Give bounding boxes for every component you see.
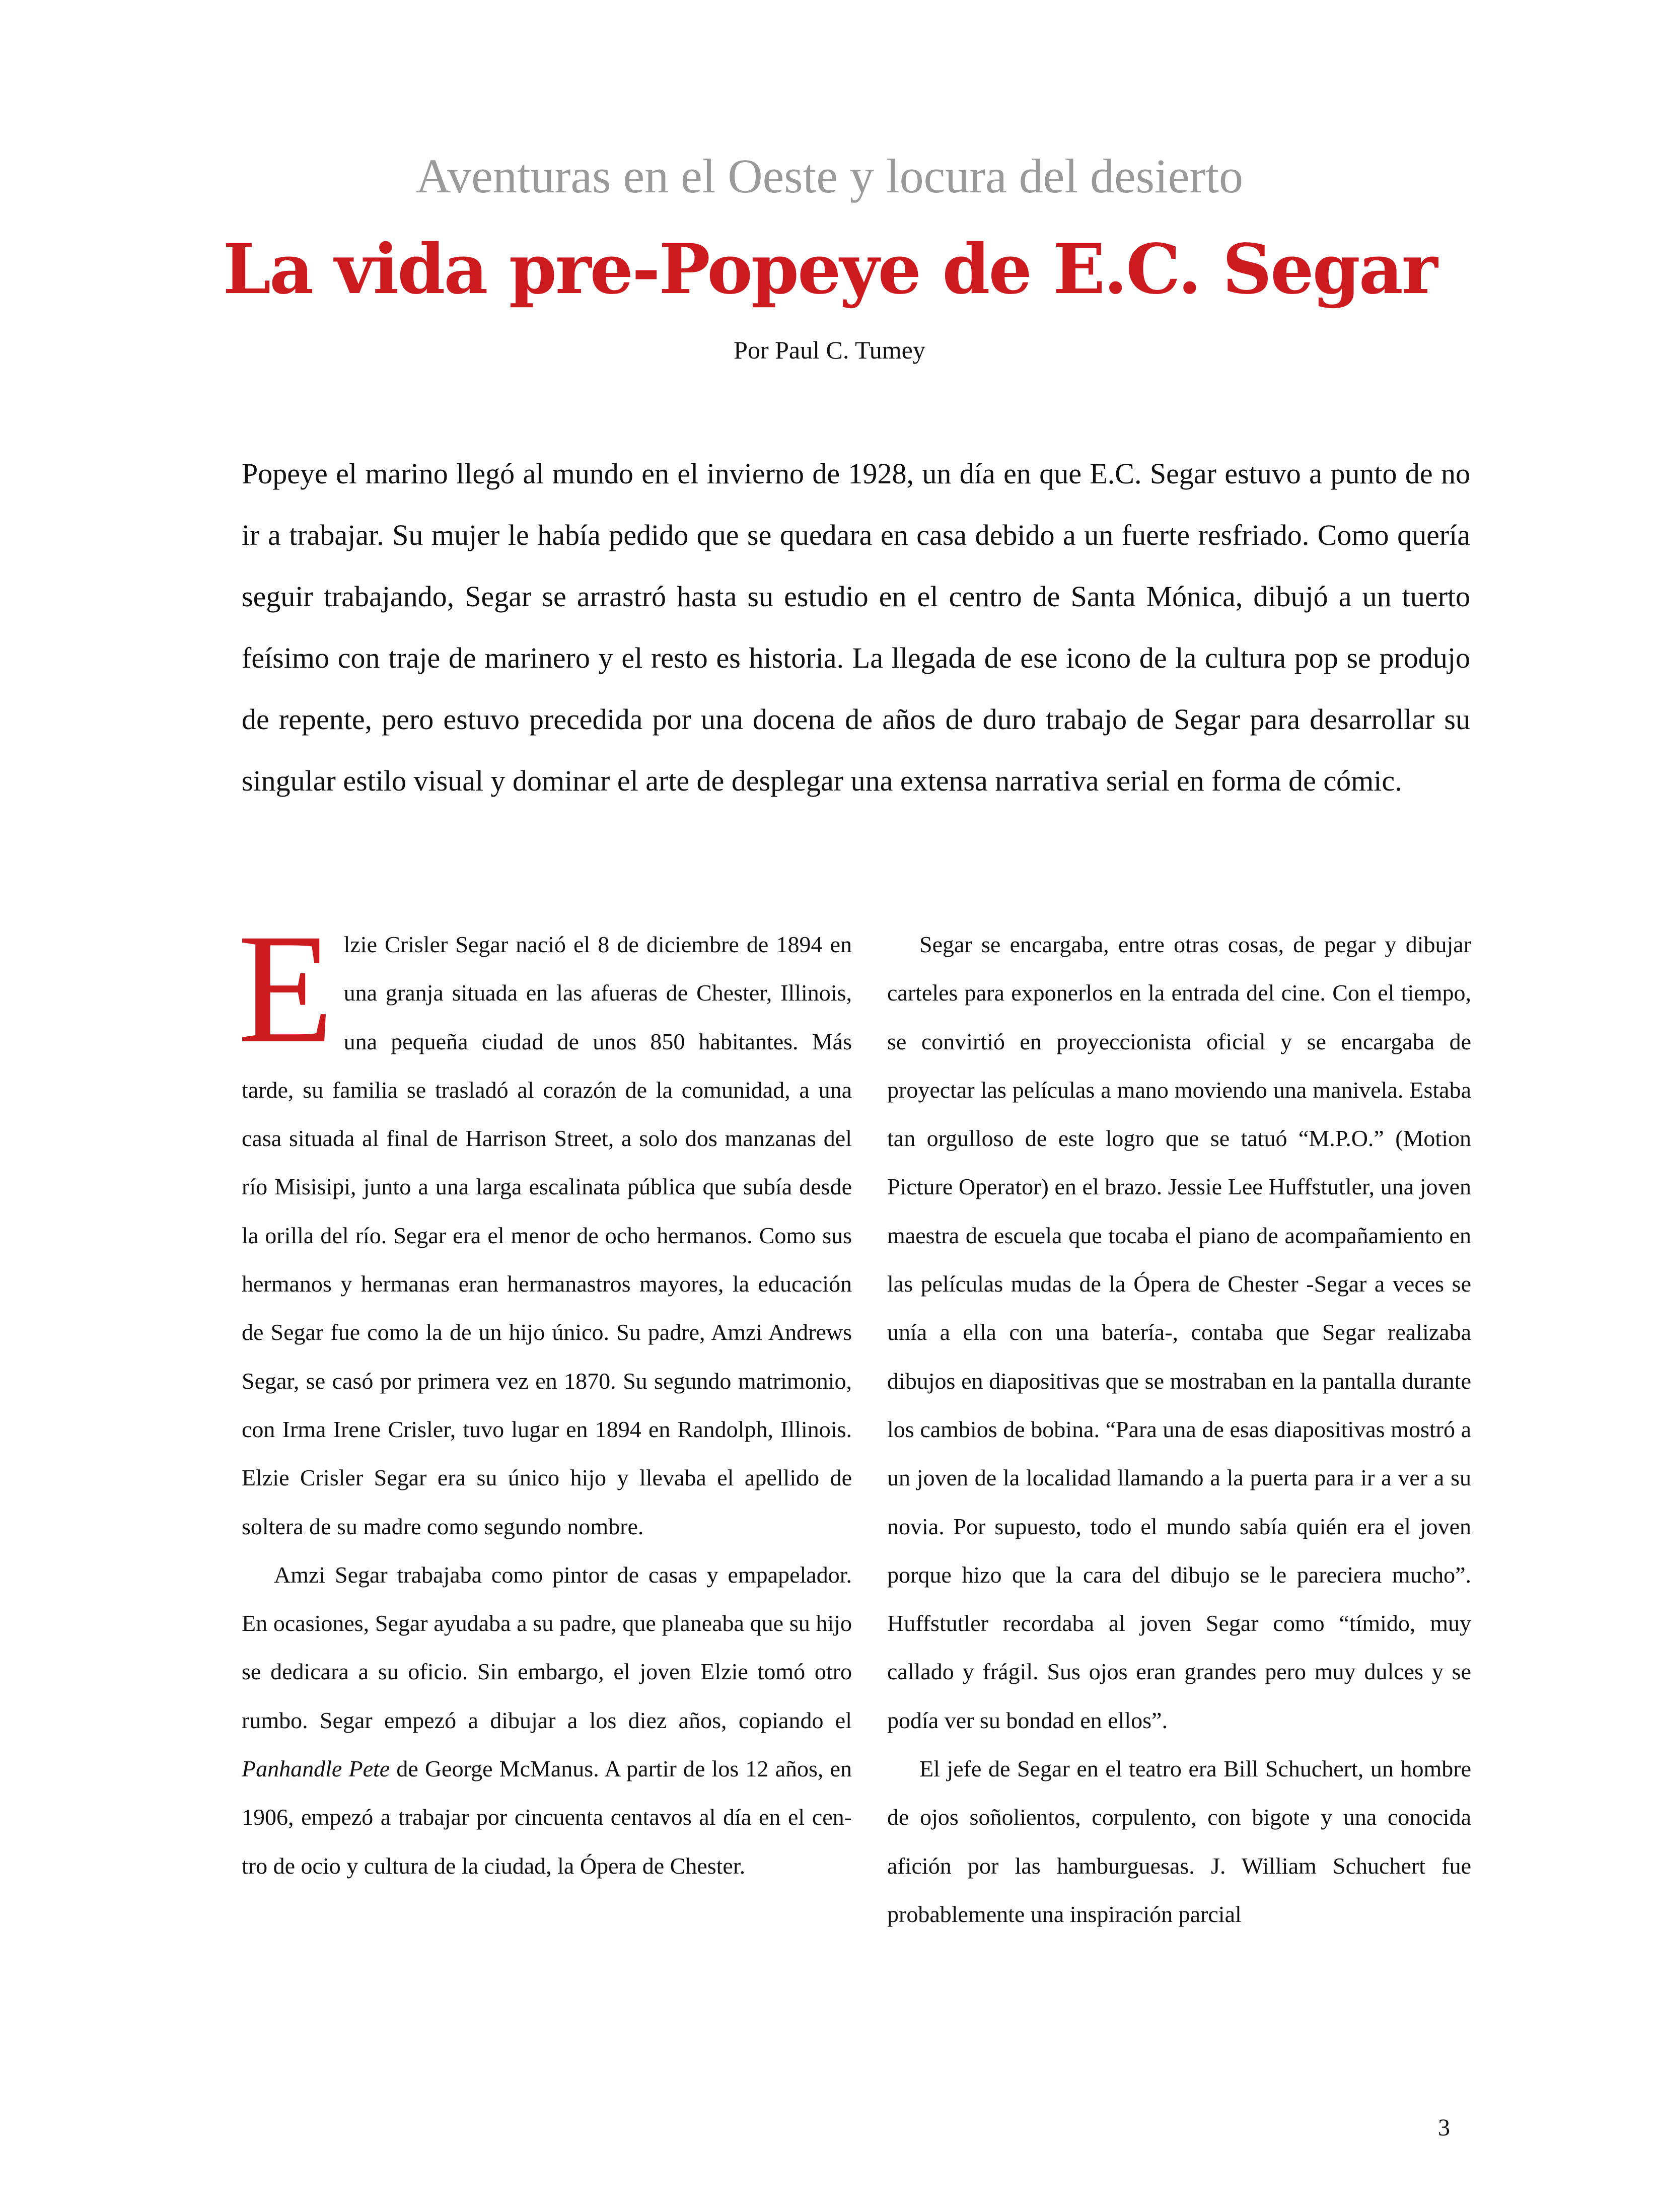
- body-column-left: [238, 902, 852, 1890]
- article-title: La vida pre-Popeye de E.C. Segar: [223, 229, 1436, 310]
- paragraph-text: Amzi Segar trabajaba como pintor de casas y empapelador. En ocasiones, Segar ayudaba a su padre, que planeaba que su hijo se dedicara a su oficio. Sin embargo, el joven Elzie tomó otro rumbo. Segar empezó a dibujar a los diez años, copiando el: [242, 1561, 852, 1733]
- body-paragraph: [242, 1551, 852, 1890]
- paragraph-text: lzie Crisler Segar nació el 8 de diciembre de 1894 en una granja situada en las afueras de Chester, Illinois, una pequeña ciudad de unos 850 habitantes. Más tarde, su familia se trasladó al corazón de la comunidad, a una casa situada al final de Harrison Street, a solo dos manzanas del río Misisipi, junto a una larga escalinata pública que subía desde la orilla del río. Segar era el menor de ocho hermanos. Como sus hermanos y hermanas eran hermanastros mayores, la educación de Segar fue como la de un hijo único. Su padre, Amzi Andrews Segar, se casó por primera vez en 1870. Su segundo matrimonio, con Irma Irene Crisler, tuvo lugar en 1894 en Randolph, Illinois. Elzie Crisler Segar era su único hijo y llevaba el apellido de soltera de su madre como segundo nombre.: [242, 932, 852, 1539]
- body-column-right: [887, 920, 1471, 1939]
- page-number: 3: [1438, 2114, 1450, 2141]
- body-paragraph: Segar se encargaba, entre otras cosas, de pegar y dibujar carteles para exponerlos en la entrada del cine. Con el tiempo, se convirtió en proyeccionista oficial y se encargaba de proyectar las películas a mano moviendo una manivela. Estaba tan orgulloso de este logro que se tatuó “M.P.O.” (Motion Picture Operator) en el brazo. Jessie Lee Huffstutler, una joven maestra de escuela que tocaba el piano de acompañamiento en las películas mudas de la Ópera de Chester -Segar a veces se unía a ella con una batería-, contaba que Segar realizaba dibujos en diapositivas que se mostraban en la pantalla durante los cambios de bobina. “Para una de esas diapositivas mostró a un joven de la localidad llamando a la puerta para ir a ver a su novia. Por supuesto, todo el mundo sabía quién era el joven porque hizo que la cara del dibujo se le pareciera mucho”. Huffstutler recordaba al joven Segar como “tímido, muy callado y frágil. Sus ojos eran grandes pero muy dulces y se podía ver su bondad en ellos”.: [887, 932, 1471, 1733]
- comic-title-italic: Panhandle Pete: [242, 1756, 390, 1782]
- paragraph-text: de George McManus. A partir de los 12 años, en 1906, empezó a trabajar por cincuenta centavos al día en el centro de ocio y cultura de la ciudad, la Ópera de Chester.: [242, 1756, 852, 1879]
- article-subtitle: Aventuras en el Oeste y locura del desierto: [416, 149, 1243, 203]
- drop-cap: [238, 902, 334, 1076]
- body-paragraph: [238, 902, 852, 1551]
- drop-cap-letter: E: [238, 902, 334, 1076]
- intro-paragraph: Popeye el marino llegó al mundo en el invierno de 1928, un día en que E.C. Segar estuvo a punto de no ir a trabajar. Su mujer le había pedido que se quedara en casa debido a un fuerte resfriado. Como quería seguir trabajando, Segar se arrastró hasta su estudio en el centro de Santa Mónica, dibujó a un tuerto feísimo con traje de marinero y el resto es historia. La llegada de ese icono de la cultura pop se produjo de repente, pero estuvo precedida por una docena de años de duro trabajo de Segar para desarrollar su singular estilo visual y dominar el arte de desplegar una extensa narrativa serial en forma de cómic.: [242, 457, 1470, 797]
- body-paragraph: El jefe de Segar en el teatro era Bill Schuchert, un hombre de ojos soñolientos, corpulento, con bigote y una conocida afición por las hamburguesas. J. William Schuchert fue probablemente una inspiración parcial: [887, 1756, 1471, 1927]
- article-byline: Por Paul C. Tumey: [734, 336, 925, 364]
